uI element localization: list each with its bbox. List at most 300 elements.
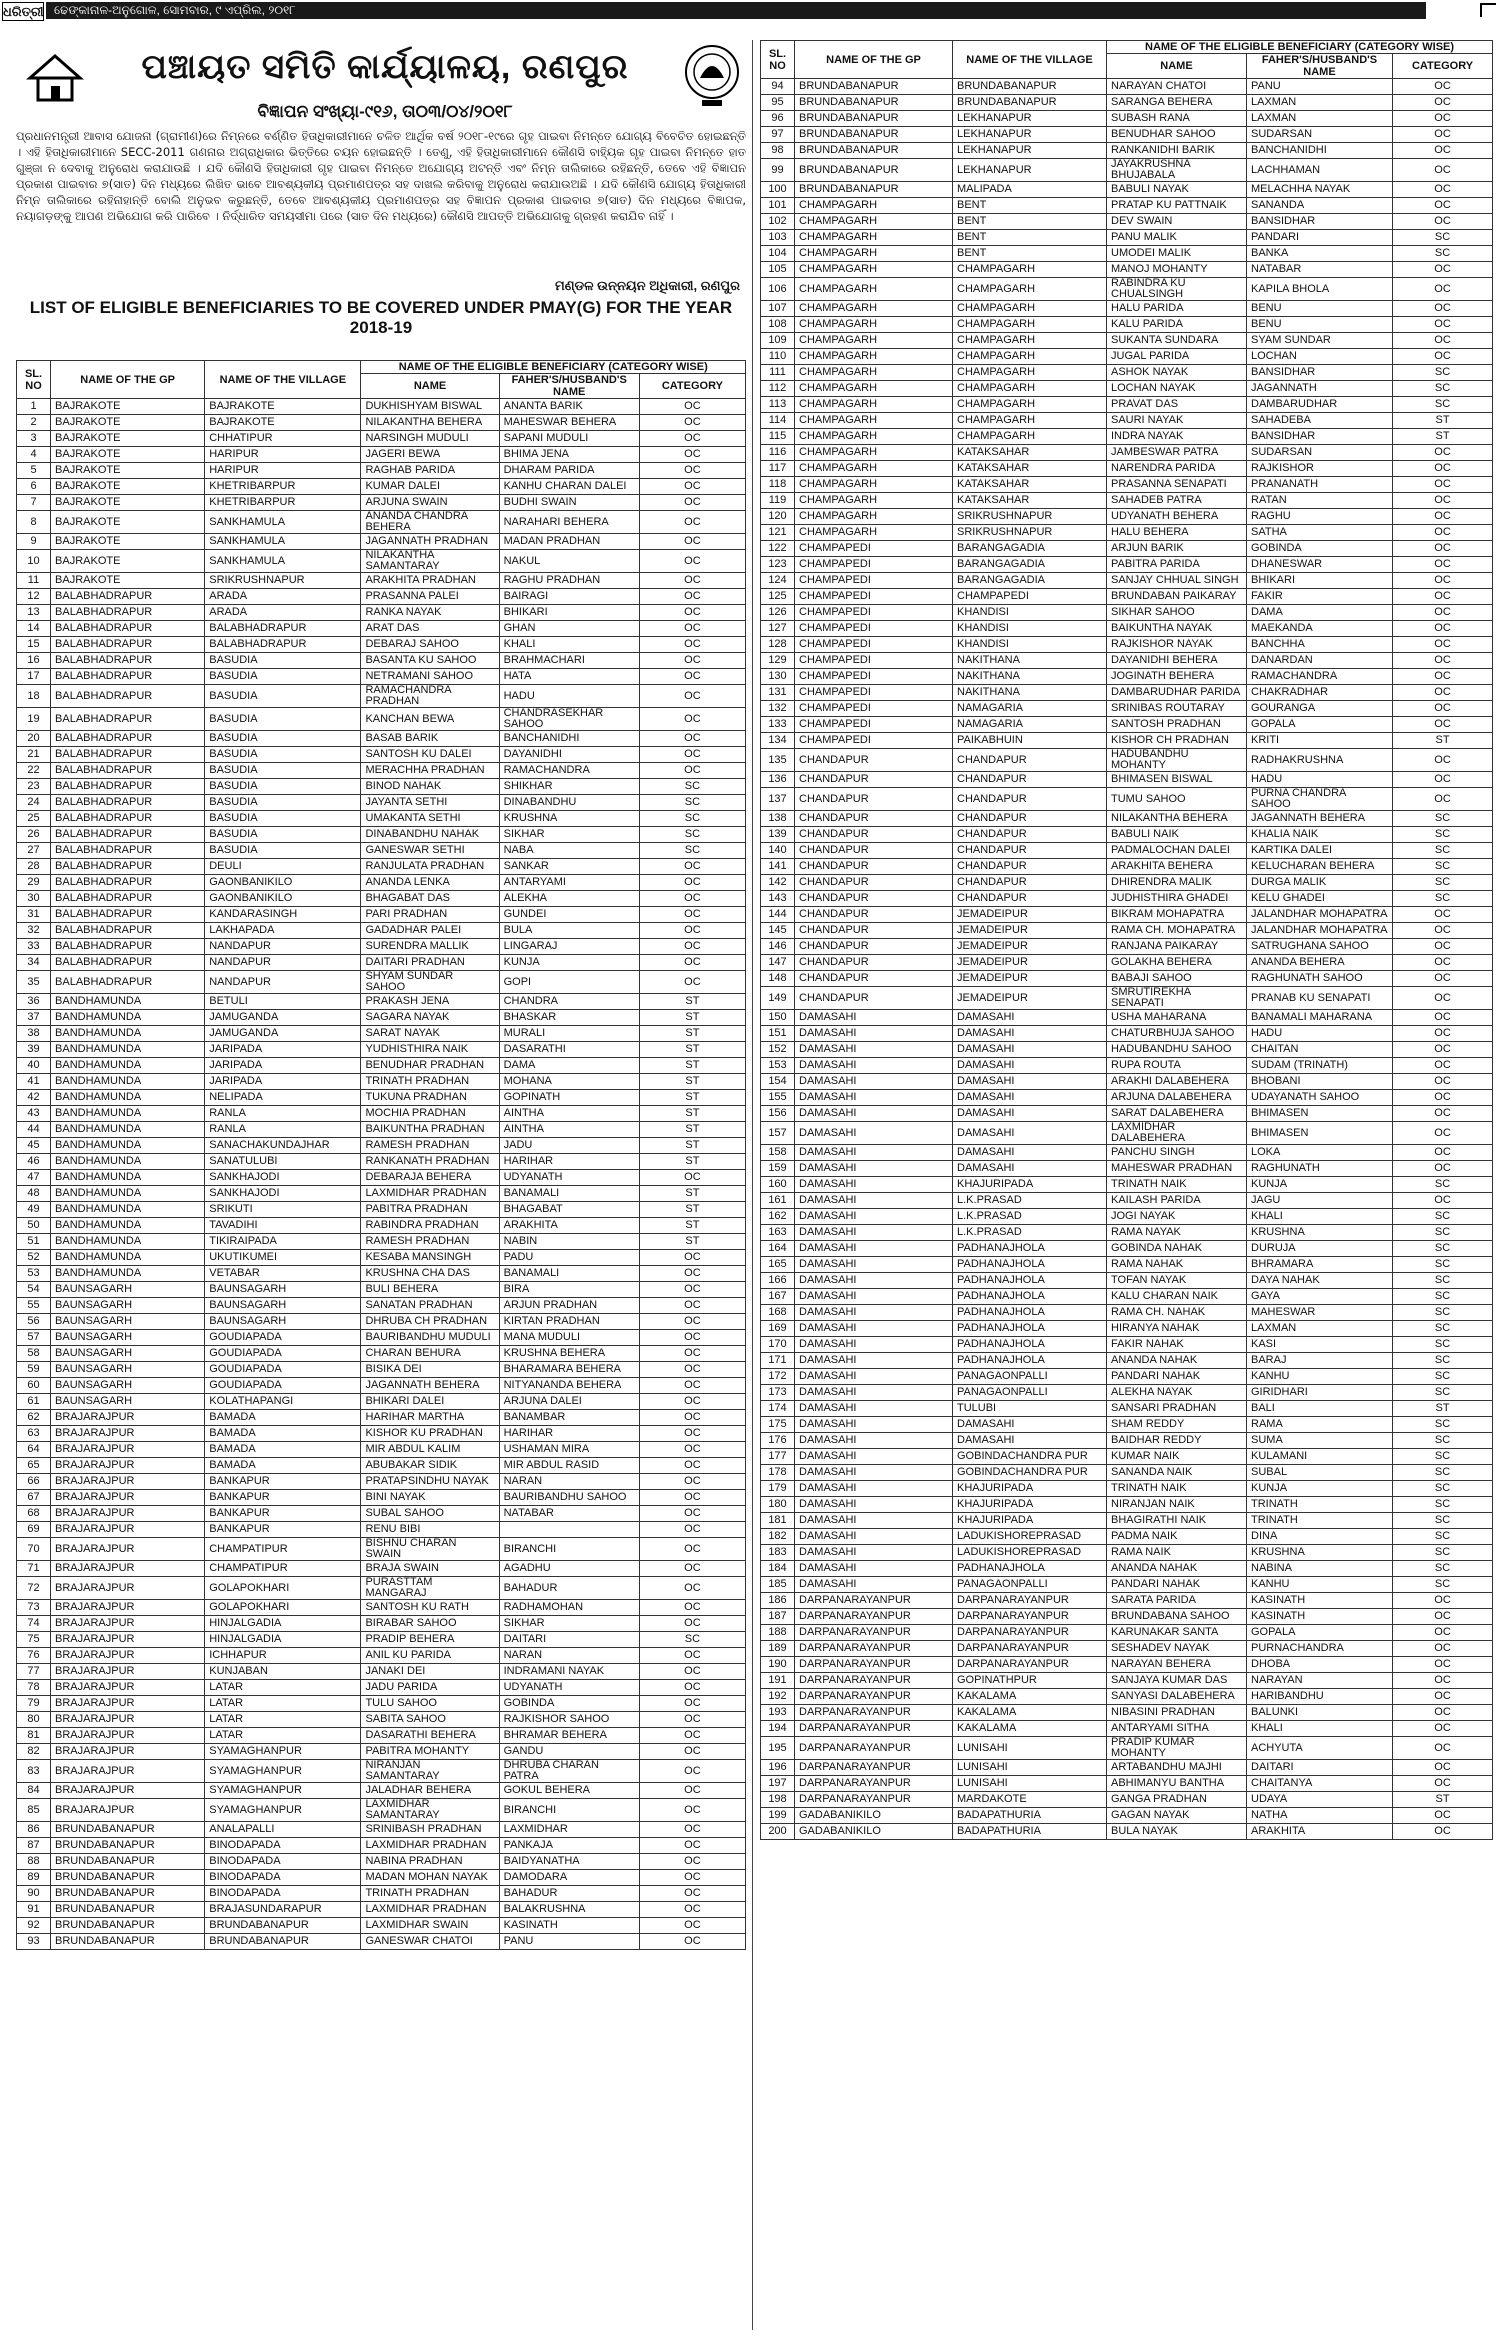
cell-sl: 151 <box>761 1026 795 1042</box>
cell-father: BANAMBAR <box>499 1410 639 1426</box>
table-row <box>17 1266 746 1282</box>
cell-village: HARIPUR <box>205 463 361 479</box>
cell-village: BINODAPADA <box>205 1838 361 1854</box>
cell-name: BENUDHAR SAHOO <box>1107 127 1247 143</box>
cell-village: KANDARASINGH <box>205 907 361 923</box>
cell-category: ST <box>639 1074 745 1090</box>
cell-village: BARANGAGADIA <box>953 557 1107 573</box>
cell-category: ST <box>639 1234 745 1250</box>
cell-father: DAITARI <box>499 1632 639 1648</box>
cell-name: MOCHIA PRADHAN <box>361 1106 499 1122</box>
cell-village: CHANDAPUR <box>953 843 1107 859</box>
cell-name: HARIHAR MARTHA <box>361 1410 499 1426</box>
cell-name: PURASTTAM MANGARAJ <box>361 1577 499 1600</box>
cell-gp: DAMASAHI <box>795 1513 953 1529</box>
cell-father: KHALI <box>499 637 639 653</box>
table-row <box>17 637 746 653</box>
cell-sl: 145 <box>761 923 795 939</box>
cell-gp: DAMASAHI <box>795 1417 953 1433</box>
office-title: ପଞ୍ଚାୟତ ସମିତି କାର୍ଯ୍ୟାଳୟ, ରଣପୁର <box>141 48 629 86</box>
cell-name: RAMA NAHAK <box>1107 1257 1247 1273</box>
cell-father: KULAMANI <box>1247 1449 1393 1465</box>
cell-category: OC <box>1393 1193 1493 1209</box>
cell-category: SC <box>1393 859 1493 875</box>
cell-name: HALU BEHERA <box>1107 525 1247 541</box>
cell-name: SHYAM SUNDAR SAHOO <box>361 971 499 994</box>
cell-father: SUMA <box>1247 1433 1393 1449</box>
cell-father: MOHANA <box>499 1074 639 1090</box>
cell-village: LADUKISHOREPRASAD <box>953 1529 1107 1545</box>
cell-village: KAKALAMA <box>953 1689 1107 1705</box>
cell-father: DAMA <box>1247 605 1393 621</box>
cell-sl: 9 <box>17 534 51 550</box>
cell-gp: BALABHADRAPUR <box>51 891 205 907</box>
cell-gp: DAMASAHI <box>795 1401 953 1417</box>
cell-category: OC <box>639 431 745 447</box>
cell-gp: DAMASAHI <box>795 1337 953 1353</box>
cell-sl: 68 <box>17 1506 51 1522</box>
cell-category: OC <box>1393 907 1493 923</box>
table-row <box>761 859 1493 875</box>
cell-father: DAMA <box>499 1058 639 1074</box>
cell-name: SUBAL SAHOO <box>361 1506 499 1522</box>
cell-father: BAHADUR <box>499 1886 639 1902</box>
cell-sl: 179 <box>761 1481 795 1497</box>
cell-category: ST <box>1393 429 1493 445</box>
cell-category: OC <box>639 859 745 875</box>
cell-name: JANAKI DEI <box>361 1664 499 1680</box>
cell-sl: 156 <box>761 1106 795 1122</box>
cell-gp: BANDHAMUNDA <box>51 1010 205 1026</box>
table-row <box>761 1106 1493 1122</box>
cell-gp: DAMASAHI <box>795 1465 953 1481</box>
cell-father: SUDAM (TRINATH) <box>1247 1058 1393 1074</box>
cell-category: OC <box>1393 278 1493 301</box>
table-row <box>761 1225 1493 1241</box>
cell-gp: DAMASAHI <box>795 1026 953 1042</box>
cell-father: DHRUBA CHARAN PATRA <box>499 1760 639 1783</box>
table-row <box>17 891 746 907</box>
table-row <box>761 621 1493 637</box>
cell-name: DEV SWAIN <box>1107 214 1247 230</box>
cell-gp: CHAMPAGARH <box>795 429 953 445</box>
cell-name: SARAT DALABEHERA <box>1107 1106 1247 1122</box>
cell-name: SARAT NAYAK <box>361 1026 499 1042</box>
cell-category: SC <box>639 795 745 811</box>
cell-village: NAKITHANA <box>953 685 1107 701</box>
cell-sl: 188 <box>761 1625 795 1641</box>
col-header-name: NAME <box>1107 54 1247 79</box>
cell-father: LOCHAN <box>1247 349 1393 365</box>
cell-name: NILAKANTHA BEHERA <box>1107 811 1247 827</box>
cell-name: NABINA PRADHAN <box>361 1854 499 1870</box>
table-row <box>17 763 746 779</box>
cell-village: BASUDIA <box>205 669 361 685</box>
cell-gp: CHANDAPUR <box>795 891 953 907</box>
cell-gp: CHAMPAPEDI <box>795 605 953 621</box>
cell-sl: 5 <box>17 463 51 479</box>
cell-village: CHAMPAGARH <box>953 429 1107 445</box>
cell-gp: BANDHAMUNDA <box>51 1234 205 1250</box>
cell-father: BHIKARI <box>499 605 639 621</box>
cell-sl: 19 <box>17 708 51 731</box>
cell-sl: 168 <box>761 1305 795 1321</box>
cell-father: ARAKHITA <box>499 1218 639 1234</box>
cell-name: HIRANYA NAHAK <box>1107 1321 1247 1337</box>
cell-name: BINI NAYAK <box>361 1490 499 1506</box>
cell-name: BASAB BARIK <box>361 731 499 747</box>
table-row <box>17 653 746 669</box>
cell-name: JAGANNATH BEHERA <box>361 1378 499 1394</box>
cell-name: RUPA ROUTA <box>1107 1058 1247 1074</box>
table-row <box>761 159 1493 182</box>
cell-village: LUNISAHI <box>953 1776 1107 1792</box>
cell-category: SC <box>1393 1225 1493 1241</box>
cell-category: SC <box>1393 1353 1493 1369</box>
cell-gp: BANDHAMUNDA <box>51 1218 205 1234</box>
cell-father: SAHADEBA <box>1247 413 1393 429</box>
cell-village: BASUDIA <box>205 731 361 747</box>
table-row <box>761 1305 1493 1321</box>
cell-sl: 21 <box>17 747 51 763</box>
cell-gp: CHAMPAPEDI <box>795 669 953 685</box>
cell-village: GAONBANIKILO <box>205 891 361 907</box>
table-row <box>17 1298 746 1314</box>
cell-gp: CHAMPAPEDI <box>795 733 953 749</box>
cell-father: BANCHANIDHI <box>499 731 639 747</box>
cell-name: SUKANTA SUNDARA <box>1107 333 1247 349</box>
cell-name: GANESWAR CHATOI <box>361 1934 499 1950</box>
cell-sl: 107 <box>761 301 795 317</box>
cell-sl: 53 <box>17 1266 51 1282</box>
cell-category: OC <box>639 1783 745 1799</box>
cell-father: DAMODARA <box>499 1870 639 1886</box>
cell-name: PANCHU SINGH <box>1107 1145 1247 1161</box>
cell-gp: DAMASAHI <box>795 1225 953 1241</box>
cell-name: DHIRENDRA MALIK <box>1107 875 1247 891</box>
cell-name: RAMA CH. NAHAK <box>1107 1305 1247 1321</box>
cell-name: RAMA CH. MOHAPATRA <box>1107 923 1247 939</box>
cell-village: NAKITHANA <box>953 669 1107 685</box>
cell-gp: CHANDAPUR <box>795 827 953 843</box>
cell-name: ASHOK NAYAK <box>1107 365 1247 381</box>
table-row <box>761 1561 1493 1577</box>
cell-village: SYAMAGHANPUR <box>205 1744 361 1760</box>
cell-father: MIR ABDUL RASID <box>499 1458 639 1474</box>
cell-father: HARIHAR <box>499 1154 639 1170</box>
table-row <box>761 843 1493 859</box>
table-row <box>17 1362 746 1378</box>
table-row <box>17 1838 746 1854</box>
cell-father: SUDARSAN <box>1247 445 1393 461</box>
cell-name: SANTOSH KU RATH <box>361 1600 499 1616</box>
cell-name: JAMBESWAR PATRA <box>1107 445 1247 461</box>
table-row <box>761 891 1493 907</box>
cell-village: BAUNSAGARH <box>205 1282 361 1298</box>
cell-category: SC <box>639 779 745 795</box>
cell-gp: BRUNDABANAPUR <box>51 1934 205 1950</box>
cell-father: BIRANCHI <box>499 1538 639 1561</box>
cell-category: OC <box>639 1712 745 1728</box>
cell-category: OC <box>639 1918 745 1934</box>
table-row <box>17 1561 746 1577</box>
table-row <box>17 1106 746 1122</box>
cell-category: OC <box>1393 1760 1493 1776</box>
cell-name: BULI BEHERA <box>361 1282 499 1298</box>
cell-category: ST <box>1393 1401 1493 1417</box>
cell-father: NATABAR <box>499 1506 639 1522</box>
cell-village: JARIPADA <box>205 1042 361 1058</box>
signatory: ମଣ୍ଡଳ ଉନ୍ନୟନ ଅଧିକାରୀ, ରଣପୁର <box>554 278 740 293</box>
cell-name: ANANDA NAHAK <box>1107 1353 1247 1369</box>
cell-father: KIRTAN PRADHAN <box>499 1314 639 1330</box>
cell-village: JAMUGANDA <box>205 1010 361 1026</box>
table-row <box>761 1401 1493 1417</box>
cell-name: SANJAY CHHUAL SINGH <box>1107 573 1247 589</box>
cell-village: GOPINATHPUR <box>953 1673 1107 1689</box>
col-header-sl: SL. NO <box>761 41 795 79</box>
cell-village: PADHANAJHOLA <box>953 1273 1107 1289</box>
table-row <box>761 262 1493 278</box>
cell-category: OC <box>1393 79 1493 95</box>
cell-gp: BRUNDABANAPUR <box>51 1918 205 1934</box>
cell-sl: 8 <box>17 511 51 534</box>
cell-gp: BRAJARAJPUR <box>51 1538 205 1561</box>
cell-gp: BANDHAMUNDA <box>51 1042 205 1058</box>
cell-father: BANAMALI <box>499 1186 639 1202</box>
cell-name: TULU SAHOO <box>361 1696 499 1712</box>
cell-name: RENU BIBI <box>361 1522 499 1538</box>
cell-sl: 198 <box>761 1792 795 1808</box>
cell-gp: DAMASAHI <box>795 1058 953 1074</box>
cell-sl: 64 <box>17 1442 51 1458</box>
cell-name: RAGHAB PARIDA <box>361 463 499 479</box>
table-row <box>17 747 746 763</box>
cell-sl: 92 <box>17 1918 51 1934</box>
cell-category: OC <box>1393 1737 1493 1760</box>
cell-name: BABULI NAYAK <box>1107 182 1247 198</box>
cell-gp: CHAMPAPEDI <box>795 557 953 573</box>
cell-village: DAMASAHI <box>953 1042 1107 1058</box>
table-row <box>17 1760 746 1783</box>
cell-father: DHOBA <box>1247 1657 1393 1673</box>
cell-father: BHIMA JENA <box>499 447 639 463</box>
cell-father: DHANESWAR <box>1247 557 1393 573</box>
cell-category: ST <box>1393 733 1493 749</box>
cell-gp: DAMASAHI <box>795 1193 953 1209</box>
cell-sl: 142 <box>761 875 795 891</box>
cell-name: PABITRA MOHANTY <box>361 1744 499 1760</box>
table-row <box>761 1609 1493 1625</box>
cell-name: JAYANTA SETHI <box>361 795 499 811</box>
cell-category: SC <box>1393 1513 1493 1529</box>
cell-sl: 144 <box>761 907 795 923</box>
cell-father: BHIKARI <box>1247 573 1393 589</box>
cell-father: GOPALA <box>1247 717 1393 733</box>
cell-father: KASINATH <box>1247 1609 1393 1625</box>
cell-name: NARAYAN CHATOI <box>1107 79 1247 95</box>
cell-sl: 161 <box>761 1193 795 1209</box>
cell-sl: 181 <box>761 1513 795 1529</box>
cell-father: TRINATH <box>1247 1513 1393 1529</box>
cell-village: BARANGAGADIA <box>953 573 1107 589</box>
cell-name: ARJUNA SWAIN <box>361 495 499 511</box>
table-row <box>17 1854 746 1870</box>
cell-village: DAMASAHI <box>953 1090 1107 1106</box>
cell-gp: DAMASAHI <box>795 1273 953 1289</box>
cell-father: RAGHU <box>1247 509 1393 525</box>
cell-gp: CHAMPAGARH <box>795 333 953 349</box>
cell-village: BASUDIA <box>205 685 361 708</box>
cell-category: OC <box>639 1362 745 1378</box>
col-header-category: CATEGORY <box>1393 54 1493 79</box>
cell-village: L.K.PRASAD <box>953 1225 1107 1241</box>
notice-body: ପ୍ରଧାନମନ୍ତ୍ରୀ ଆବାସ ଯୋଜନା (ଗ୍ରାମୀଣ)ରେ ନିମ୍ନରେ ବର୍ଣ୍ଣିତ ହିତାଧିକାରୀମାନେ ଚଳିତ ଆର୍ଥିକ ବର୍ଷ ୨୦୧୮-୧୯ରେ ଗୃହ ପାଇବା ନିମନ୍ତେ ଯୋଗ୍ୟ ବିବେଚିତ ହୋଇଛନ୍ତି । ଏହି ହିତାଧିକାରୀମାନେ SECC-2011 ଗଣନାର ଅଗ୍ରାଧିକାର ଭିତ୍ତିରେ ଚୟନ ହୋଇଛନ୍ତି । ତେଣୁ, ଏହି ହିତାଧିକାରୀମାନେ କୌଣସି ବାହ୍ୟିକ ଗୃହ ପାଇବା ନିମନ୍ତେ ହାତ ଗୁଞ୍ଜା ନ ଦେବାକୁ ଅନୁରୋଧ କରାଯାଉଛି । ଯଦି କୌଣସି ହିତାଧିକାରୀ ଗୃହ ପାଇବା ନିମନ୍ତେ ଅଯୋଗ୍ୟ ଅଟନ୍ତି ଏବଂ ନିମ୍ନ ତାଲିକାରେ ରହିଛନ୍ତି, ତେବେ ଏହି ବିଜ୍ଞାପନ ପ୍ରକାଶ ପାଇବାର ୭(ସାତ) ଦିନ ମଧ୍ୟରେ ଲିଖିତ ଭାବେ ଆବଶ୍ୟକୀୟ ପ୍ରମାଣପତ୍ର ସହ ଦାଖଲ କରିବାକୁ ଅନୁରୋଧ କରାଯାଉଅଛି । ଯଦି କୌଣସି ଯୋଗ୍ୟ ହିତାଧିକାରୀ ନିମ୍ନ ତାଲିକାରେ ରହିନାହାନ୍ତି ବୋଲି ଅନୁଭବ କରୁଛନ୍ତି, ତେବେ ଆବଶ୍ୟକୀୟ ପ୍ରମାଣପତ୍ର ସହ ବିଜ୍ଞାପନ ପ୍ରକାଶ ପାଇବାର ୭(ସାତ) ଦିନ ମଧ୍ୟରେ ବିଜ୍ଞାପକ, ନୟାଗଡ଼ଙ୍କୁ ଆପଣ ଅଭିଯୋଗ କରି ପାରିବେ । ନିର୍ଦ୍ଧାରିତ ସମୟସୀମା ପରେ (ସାତ ଦିନ ମଧ୍ୟରେ) କୌଣସି ଆପତ୍ତି ଅଭିଯୋଗକୁ ଗ୍ରହଣ କରାଯିବ ନାହିଁ । <box>16 129 746 223</box>
cell-father: GUNDEI <box>499 907 639 923</box>
cell-category: OC <box>639 747 745 763</box>
cell-gp: BAJRAKOTE <box>51 399 205 415</box>
cell-village: NANDAPUR <box>205 955 361 971</box>
cell-gp: CHAMPAGARH <box>795 445 953 461</box>
cell-name: SESHADEV NAYAK <box>1107 1641 1247 1657</box>
cell-village: DAMASAHI <box>953 1058 1107 1074</box>
cell-sl: 51 <box>17 1234 51 1250</box>
cell-sl: 172 <box>761 1369 795 1385</box>
table-row <box>761 1353 1493 1369</box>
cell-category: OC <box>639 685 745 708</box>
cell-name: SANANDA NAIK <box>1107 1465 1247 1481</box>
cell-sl: 114 <box>761 413 795 429</box>
cell-father: BULA <box>499 923 639 939</box>
cell-village: PADHANAJHOLA <box>953 1305 1107 1321</box>
cell-name: BENUDHAR PRADHAN <box>361 1058 499 1074</box>
cell-gp: CHAMPAGARH <box>795 365 953 381</box>
cell-category: ST <box>639 1010 745 1026</box>
table-row <box>17 1934 746 1950</box>
table-row <box>761 1737 1493 1760</box>
table-row <box>761 1074 1493 1090</box>
cell-village: DARPANARAYANPUR <box>953 1625 1107 1641</box>
cell-village: LEKHANAPUR <box>953 111 1107 127</box>
col-header-village: NAME OF THE VILLAGE <box>953 41 1107 79</box>
cell-gp: DAMASAHI <box>795 1577 953 1593</box>
cell-village: LATAR <box>205 1728 361 1744</box>
table-row <box>761 1705 1493 1721</box>
cell-sl: 136 <box>761 772 795 788</box>
table-row <box>17 1664 746 1680</box>
cell-village: BRUNDABANAPUR <box>205 1918 361 1934</box>
cell-sl: 69 <box>17 1522 51 1538</box>
cell-gp: DAMASAHI <box>795 1561 953 1577</box>
cell-father: SUDARSAN <box>1247 127 1393 143</box>
cell-village: KATAKSAHAR <box>953 461 1107 477</box>
col-header-gp: NAME OF THE GP <box>51 361 205 399</box>
cell-gp: DAMASAHI <box>795 1369 953 1385</box>
cell-category: OC <box>639 1902 745 1918</box>
table-row <box>761 557 1493 573</box>
cell-sl: 125 <box>761 589 795 605</box>
cell-name: LAXMIDHAR PRADHAN <box>361 1838 499 1854</box>
cell-father: PANU <box>499 1934 639 1950</box>
cell-category: OC <box>639 1577 745 1600</box>
cell-village: DARPANARAYANPUR <box>953 1593 1107 1609</box>
cell-name: BAIKUNTHA PRADHAN <box>361 1122 499 1138</box>
cell-name: DEBARAJA BEHERA <box>361 1170 499 1186</box>
cell-category: OC <box>639 708 745 731</box>
cell-village: GOUDIAPADA <box>205 1362 361 1378</box>
cell-category: SC <box>1393 1385 1493 1401</box>
cell-category: SC <box>1393 1177 1493 1193</box>
cell-name: PANDARI NAHAK <box>1107 1577 1247 1593</box>
cell-father: ARJUN PRADHAN <box>499 1298 639 1314</box>
cell-village: JEMADEIPUR <box>953 907 1107 923</box>
cell-gp: CHAMPAPEDI <box>795 653 953 669</box>
cell-sl: 90 <box>17 1886 51 1902</box>
cell-name: CHATURBHUJA SAHOO <box>1107 1026 1247 1042</box>
table-row <box>761 79 1493 95</box>
table-row <box>17 589 746 605</box>
cell-sl: 46 <box>17 1154 51 1170</box>
cell-name: GOLAKHA BEHERA <box>1107 955 1247 971</box>
cell-category: OC <box>1393 1010 1493 1026</box>
cell-category: OC <box>639 1314 745 1330</box>
cell-village: DAMASAHI <box>953 1433 1107 1449</box>
table-row <box>761 733 1493 749</box>
cell-category: OC <box>639 1538 745 1561</box>
cell-gp: BAJRAKOTE <box>51 447 205 463</box>
cell-sl: 166 <box>761 1273 795 1289</box>
cell-sl: 146 <box>761 939 795 955</box>
cell-father: AINTHA <box>499 1106 639 1122</box>
cell-sl: 192 <box>761 1689 795 1705</box>
cell-category: SC <box>1393 1321 1493 1337</box>
cell-sl: 171 <box>761 1353 795 1369</box>
cell-village: BASUDIA <box>205 747 361 763</box>
cell-name: KUMAR NAIK <box>1107 1449 1247 1465</box>
cell-sl: 59 <box>17 1362 51 1378</box>
cell-gp: DAMASAHI <box>795 1385 953 1401</box>
cell-village: GOBINDACHANDRA PUR <box>953 1449 1107 1465</box>
cell-sl: 88 <box>17 1854 51 1870</box>
cell-sl: 196 <box>761 1760 795 1776</box>
cell-gp: BANDHAMUNDA <box>51 1122 205 1138</box>
cell-name: BABAJI SAHOO <box>1107 971 1247 987</box>
cell-name: PRASANNA PALEI <box>361 589 499 605</box>
cell-father: BHIMASEN <box>1247 1106 1393 1122</box>
col-header-sl: SL. NO <box>17 361 51 399</box>
cell-name: BRAJA SWAIN <box>361 1561 499 1577</box>
table-row <box>17 1026 746 1042</box>
cell-category: OC <box>1393 669 1493 685</box>
cell-gp: BRAJARAJPUR <box>51 1783 205 1799</box>
cell-village: ICHHAPUR <box>205 1648 361 1664</box>
cell-sl: 50 <box>17 1218 51 1234</box>
cell-village: GOUDIAPADA <box>205 1330 361 1346</box>
cell-name: TRINATH NAIK <box>1107 1481 1247 1497</box>
cell-category: SC <box>1393 1433 1493 1449</box>
table-row <box>761 493 1493 509</box>
table-row <box>761 573 1493 589</box>
cell-sl: 124 <box>761 573 795 589</box>
cell-father: RAMA <box>1247 1417 1393 1433</box>
cell-category: OC <box>639 1728 745 1744</box>
cell-gp: CHAMPAGARH <box>795 246 953 262</box>
table-row <box>17 1154 746 1170</box>
table-row <box>17 685 746 708</box>
table-row <box>17 795 746 811</box>
cell-name: KUMAR DALEI <box>361 479 499 495</box>
table-row <box>17 843 746 859</box>
